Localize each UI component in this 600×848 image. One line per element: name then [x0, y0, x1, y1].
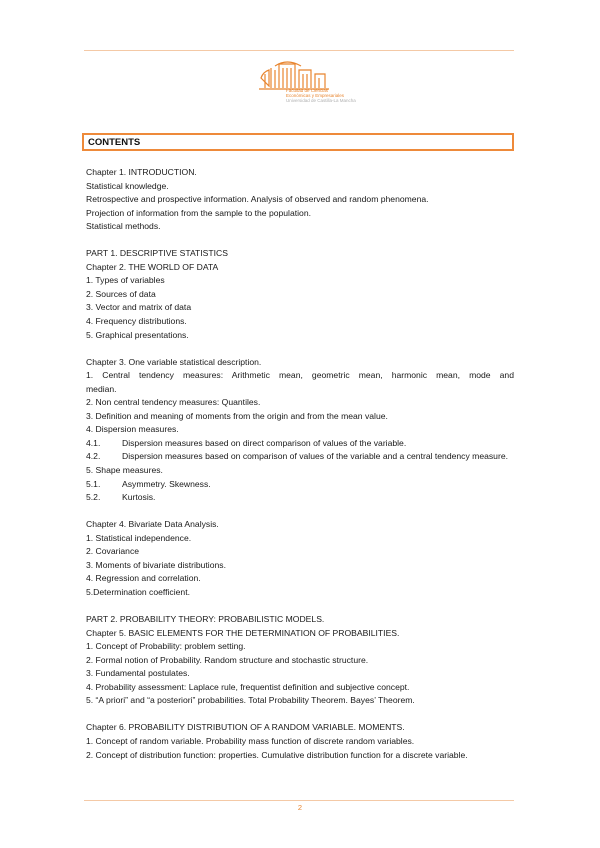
toc-line: 4. Frequency distributions. [86, 316, 187, 327]
logo-line: Universidad de Castilla-La Mancha [286, 98, 356, 104]
toc-line: 5.Determination coefficient. [86, 586, 190, 597]
toc-subitem [86, 491, 514, 505]
contents-title: CONTENTS [88, 137, 141, 148]
toc-line: Projection of information from the sample to the population. [86, 207, 311, 218]
toc-line: 2. Sources of data [86, 288, 156, 299]
toc-line: 4. Dispersion measures. [86, 424, 179, 435]
toc-line: Statistical methods. [86, 221, 161, 232]
toc-subitem [86, 437, 514, 451]
subitem-number: 5.2. [86, 492, 101, 503]
part-heading: PART 2. PROBABILITY THEORY: PROBABILISTIC MODELS. [86, 614, 325, 625]
toc-subitem [86, 478, 514, 492]
page-number: 2 [297, 803, 303, 812]
toc-line: 1. Central tendency measures: Arithmetic mean, geometric mean, harmonic mean, mode and [86, 370, 514, 381]
contents-body [86, 166, 514, 762]
toc-line: 1. Types of variables [86, 275, 165, 286]
chapter-heading: Chapter 6. PROBABILITY DISTRIBUTION OF A RANDOM VARIABLE. MOMENTS. [86, 722, 405, 733]
toc-line: 4. Probability assessment: Laplace rule, frequentist definition and subjective concept. [86, 681, 410, 692]
subitem-number: 4.1. [86, 437, 101, 448]
toc-line: 3. Moments of bivariate distributions. [86, 559, 226, 570]
subitem-text: Kurtosis. [122, 492, 156, 503]
chapter-heading: Chapter 2. THE WORLD OF DATA [86, 261, 219, 272]
toc-line: 2. Concept of distribution function: properties. Cumulative distribution function for a discrete variable. [86, 749, 468, 760]
subitem-number: 5.1. [86, 478, 101, 489]
toc-line: 3. Fundamental postulates. [86, 668, 190, 679]
header-rule [84, 50, 514, 51]
toc-line: 3. Definition and meaning of moments from the origin and from the mean value. [86, 410, 388, 421]
part-heading: PART 1. DESCRIPTIVE STATISTICS [86, 248, 228, 259]
toc-line: 5. “A priori” and “a posteriori” probabilities. Total Probability Theorem. Bayes’ Theorem. [86, 695, 415, 706]
toc-line: Retrospective and prospective information. Analysis of observed and random phenomena. [86, 194, 429, 205]
contents-header-box [82, 133, 514, 151]
toc-line: 2. Covariance [86, 546, 140, 557]
toc-line: 5. Shape measures. [86, 465, 163, 476]
toc-line: 1. Concept of Probability: problem setting. [86, 641, 246, 652]
toc-line: 5. Graphical presentations. [86, 329, 189, 340]
logo-line: Facultad de Ciencias [286, 88, 329, 93]
chapter-heading: Chapter 3. One variable statistical description. [86, 356, 262, 367]
toc-line: 1. Statistical independence. [86, 532, 192, 543]
subitem-text: Asymmetry. Skewness. [122, 478, 211, 489]
toc-line: median. [86, 383, 117, 394]
subitem-text: Dispersion measures based on comparison of values of the variable and a central tendency measure. [122, 451, 508, 462]
chapter-heading: Chapter 5. BASIC ELEMENTS FOR THE DETERMINATION OF PROBABILITIES. [86, 627, 400, 638]
toc-line: 3. Vector and matrix of data [86, 302, 192, 313]
toc-subitem [86, 450, 514, 464]
toc-line: 4. Regression and correlation. [86, 573, 201, 584]
toc-line: Statistical knowledge. [86, 180, 169, 191]
toc-line: 2. Formal notion of Probability. Random structure and stochastic structure. [86, 654, 369, 665]
subitem-number: 4.2. [86, 451, 101, 462]
toc-line: 2. Non central tendency measures: Quantiles. [86, 397, 261, 408]
faculty-logo-icon [255, 58, 345, 114]
footer-rule [84, 800, 514, 801]
chapter-heading: Chapter 1. INTRODUCTION. [86, 167, 197, 177]
toc-line: 1. Concept of random variable. Probability mass function of discrete random variables. [86, 735, 415, 746]
logo-caption [286, 88, 356, 104]
logo-line: Económicas y Empresariales [286, 93, 345, 99]
subitem-text: Dispersion measures based on direct comparison of values of the variable. [122, 437, 407, 448]
chapter-heading: Chapter 4. Bivariate Data Analysis. [86, 519, 219, 530]
